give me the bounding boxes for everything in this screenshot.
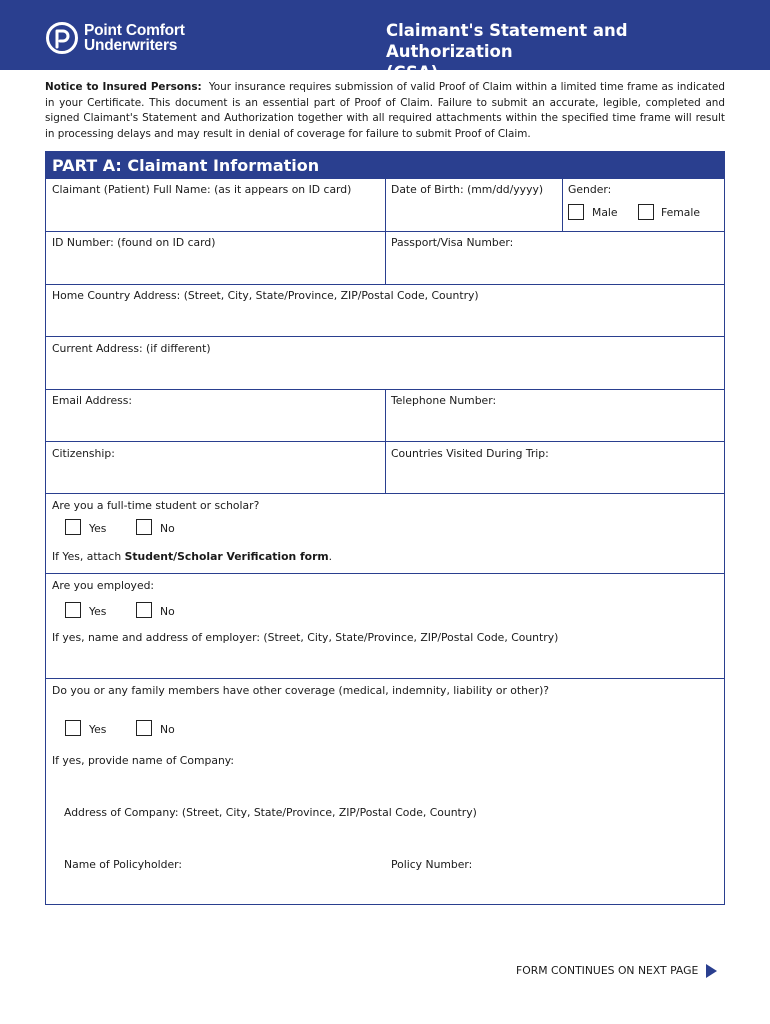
dob-label: Date of Birth: (mm/dd/yyyy) <box>391 183 544 196</box>
notice-heading: Notice to Insured Persons: <box>45 81 202 93</box>
coverage-yes-label: Yes <box>89 723 107 736</box>
student-note: If Yes, attach Student/Scholar Verification form. <box>52 550 333 563</box>
employed-no-label: No <box>160 605 175 618</box>
student-verification-form-ref: Student/Scholar Verification form <box>124 550 329 563</box>
student-no-label: No <box>160 522 175 535</box>
other-coverage-question: Do you or any family members have other coverage (medical, indemnity, liability or other)? <box>52 684 550 697</box>
document-title: Claimant's Statement and Authorization (CSA) <box>386 21 628 82</box>
notice-paragraph <box>45 80 725 142</box>
header-bar <box>0 0 770 82</box>
employed-yes-label: Yes <box>89 605 107 618</box>
current-address-label: Current Address: (if different) <box>52 342 211 355</box>
gender-female-checkbox[interactable] <box>638 204 654 220</box>
policyholder-label: Name of Policyholder: <box>64 858 183 871</box>
student-no-checkbox[interactable] <box>136 519 152 535</box>
home-address-label: Home Country Address: (Street, City, State/Province, ZIP/Postal Code, Country) <box>52 289 479 302</box>
brand-line-2: Underwriters <box>84 37 178 54</box>
student-yes-checkbox[interactable] <box>65 519 81 535</box>
coverage-yes-checkbox[interactable] <box>65 720 81 736</box>
citizenship-label: Citizenship: <box>52 447 115 460</box>
employed-yes-checkbox[interactable] <box>65 602 81 618</box>
id-number-label: ID Number: (found on ID card) <box>52 236 216 249</box>
company-logo <box>46 22 185 54</box>
full-name-label: Claimant (Patient) Full Name: (as it appears on ID card) <box>52 183 352 196</box>
arrow-right-icon <box>706 964 717 978</box>
passport-label: Passport/Visa Number: <box>391 236 514 249</box>
notice-text: Your insurance requires submission of valid Proof of Claim within a limited time frame as indicated in your Certificate. This document is an essential part of Proof of Claim. Failure to submit an accurate, legible, completed and signed Claimant's Statement and Authorization together with all required attachments within the specified time frame will result in processing delays and may result in denial of coverage for failure to submit Proof of Claim. <box>45 81 725 140</box>
employed-no-checkbox[interactable] <box>136 602 152 618</box>
employed-question: Are you employed: <box>52 579 155 592</box>
student-yes-label: Yes <box>89 522 107 535</box>
company-name-label: If yes, provide name of Company: <box>52 754 235 767</box>
student-question: Are you a full-time student or scholar? <box>52 499 260 512</box>
countries-visited-label: Countries Visited During Trip: <box>391 447 549 460</box>
brand-line-1: Point Comfort <box>84 22 185 39</box>
brand-mark-icon <box>46 22 78 54</box>
gender-female-label: Female <box>661 206 701 219</box>
gender-male-checkbox[interactable] <box>568 204 584 220</box>
part-a-form <box>45 151 725 905</box>
form-continues-note <box>516 963 717 979</box>
telephone-label: Telephone Number: <box>391 394 497 407</box>
employer-address-label: If yes, name and address of employer: (Street, City, State/Province, ZIP/Postal Code, Country) <box>52 631 559 644</box>
form-continues-text: FORM CONTINUES ON NEXT PAGE <box>516 964 699 977</box>
gender-male-label: Male <box>592 206 618 219</box>
policy-number-label: Policy Number: <box>391 858 473 871</box>
row-citizenship <box>46 442 724 494</box>
gender-label: Gender: <box>568 183 612 196</box>
coverage-no-label: No <box>160 723 175 736</box>
part-a-heading: PART A: Claimant Information <box>46 152 724 179</box>
company-address-label: Address of Company: (Street, City, State/Province, ZIP/Postal Code, Country) <box>64 806 477 819</box>
email-label: Email Address: <box>52 394 133 407</box>
coverage-no-checkbox[interactable] <box>136 720 152 736</box>
